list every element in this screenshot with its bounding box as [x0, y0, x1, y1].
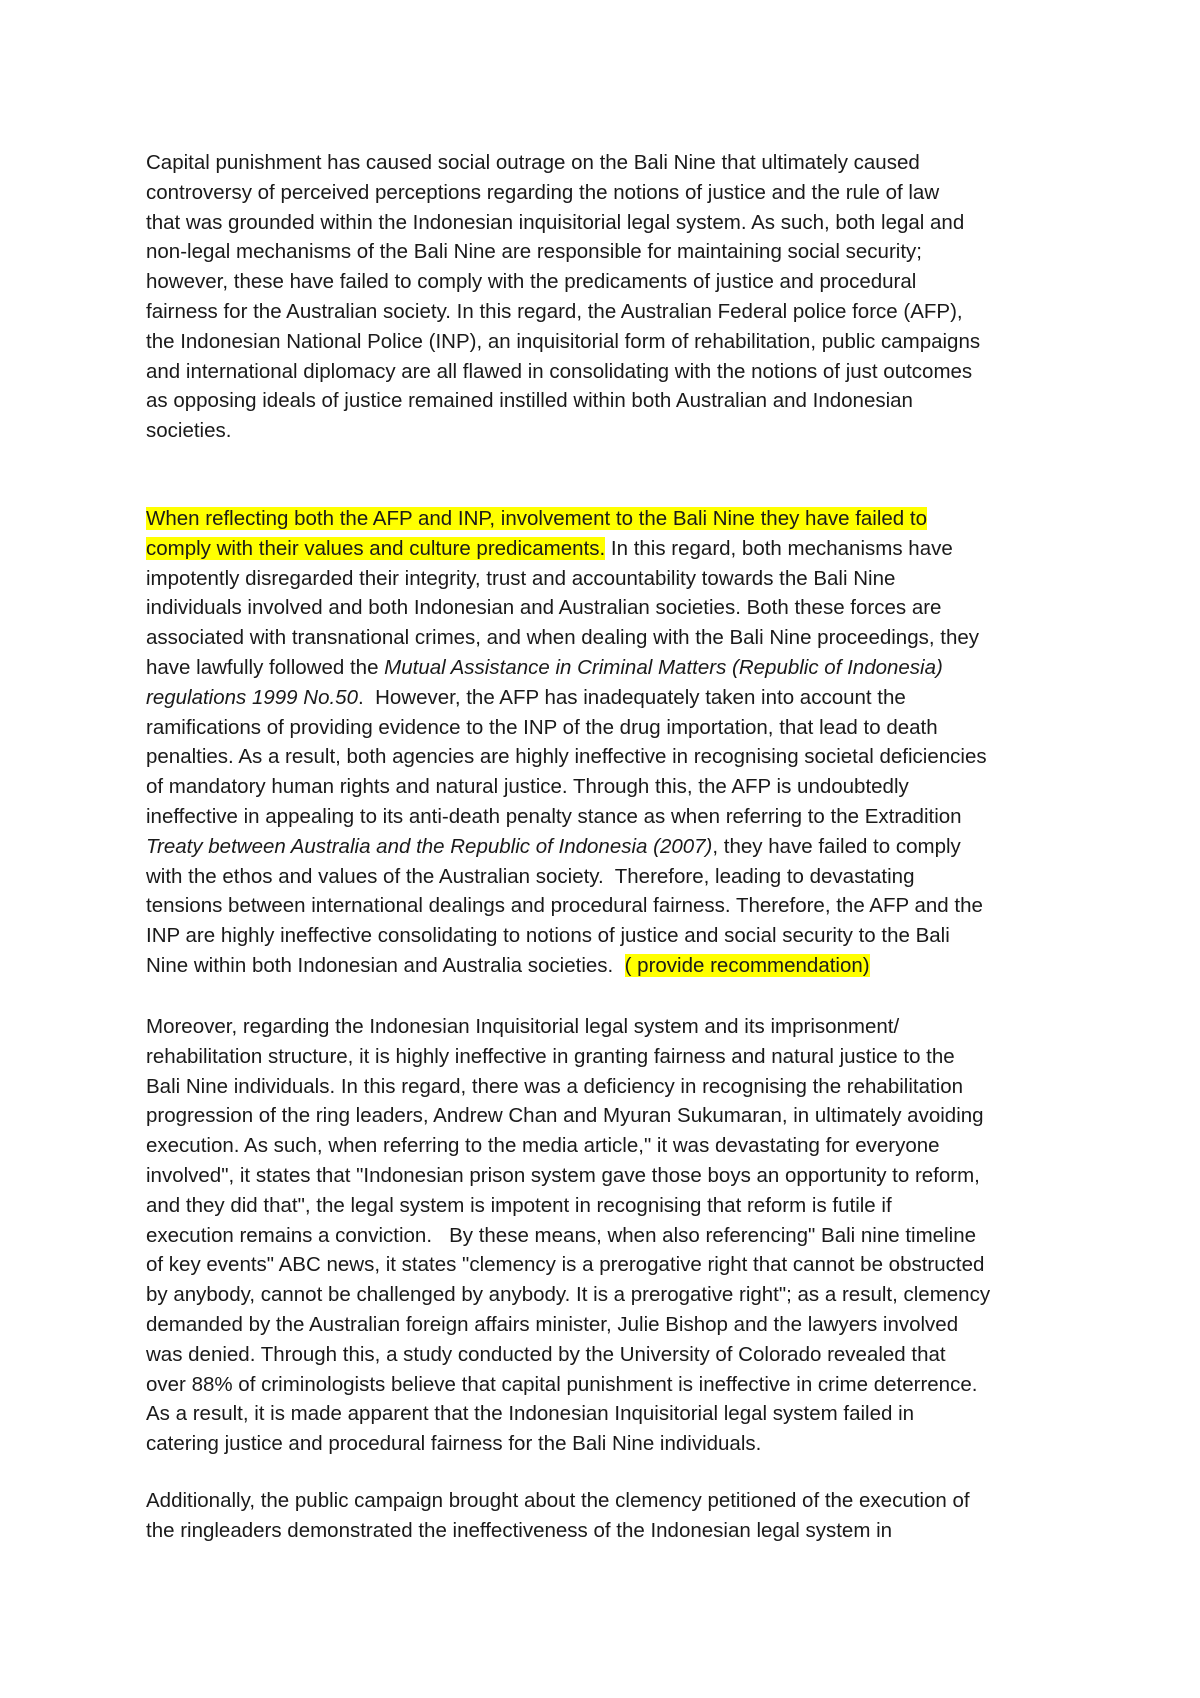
text-segment: . However, the AFP has inadequately taken into account the: [358, 685, 906, 709]
text-line: [146, 416, 1086, 446]
text-segment: ramifications of providing evidence to the INP of the drug importation, that lead to death: [146, 715, 938, 739]
text-segment: over 88% of criminologists believe that capital punishment is ineffective in crime deterrence.: [146, 1372, 978, 1396]
text-segment: impotently disregarded their integrity, trust and accountability towards the Bali Nine: [146, 566, 896, 590]
highlighted-text: When reflecting both the AFP and INP, involvement to the Bali Nine they have failed to: [146, 507, 927, 530]
text-segment: INP are highly ineffective consolidating to notions of justice and social security to the Bali: [146, 924, 950, 948]
text-line: [146, 1131, 1086, 1161]
italic-citation: Mutual Assistance in Criminal Matters (Republic of Indonesia): [384, 655, 943, 679]
text-line: [146, 1486, 1086, 1516]
text-line: [146, 713, 1086, 743]
text-segment: controversy of perceived perceptions regarding the notions of justice and the rule of law: [146, 180, 940, 204]
text-segment: In this regard, both mechanisms have: [605, 536, 953, 560]
text-segment: Additionally, the public campaign brought about the clemency petitioned of the execution of: [146, 1489, 970, 1512]
paragraph-inquisitorial-system: [146, 1012, 1086, 1459]
text-line: [146, 148, 1086, 178]
text-segment: and they did that", the legal system is impotent in recognising that reform is futile if: [146, 1193, 892, 1217]
text-line: [146, 1310, 1086, 1340]
text-line: [146, 1191, 1086, 1221]
text-segment: by anybody, cannot be challenged by anybody. It is a prerogative right"; as a result, clemency: [146, 1283, 991, 1307]
paragraph-introduction: [146, 148, 1086, 446]
text-segment: the Indonesian National Police (INP), an inquisitorial form of rehabilitation, public campaigns: [146, 329, 981, 353]
text-segment: , they have failed to comply: [712, 834, 961, 858]
text-line: [146, 564, 1086, 594]
text-segment: associated with transnational crimes, and when dealing with the Bali Nine proceedings, they: [146, 626, 980, 650]
text-segment: have lawfully followed the: [146, 655, 385, 679]
text-line: [146, 921, 1086, 951]
text-line: [146, 951, 1086, 981]
text-line: [146, 832, 1086, 862]
text-line: [146, 534, 1086, 564]
text-line: [146, 653, 1086, 683]
text-line: [146, 1101, 1086, 1131]
text-line: [146, 267, 1086, 297]
text-segment: and international diplomacy are all flawed in consolidating with the notions of just outcomes: [146, 359, 973, 383]
text-segment: Nine within both Indonesian and Australia societies.: [146, 953, 625, 977]
text-line: [146, 1340, 1086, 1370]
text-segment: societies.: [146, 419, 232, 443]
text-segment: rehabilitation structure, it is highly ineffective in granting fairness and natural justice to the: [146, 1044, 955, 1068]
text-line: [146, 683, 1086, 713]
text-line: [146, 208, 1086, 238]
text-line: [146, 178, 1086, 208]
text-line: [146, 327, 1086, 357]
text-segment: as opposing ideals of justice remained instilled within both Australian and Indonesian: [146, 389, 913, 413]
text-segment: execution remains a conviction. By these means, when also referencing" Bali nine timeline: [146, 1223, 976, 1247]
text-segment: fairness for the Australian society. In this regard, the Australian Federal police force (AFP),: [146, 299, 963, 323]
text-line: [146, 357, 1086, 387]
text-line: [146, 1250, 1086, 1280]
text-segment: of key events" ABC news, it states "clemency is a prerogative right that cannot be obstructed: [146, 1253, 985, 1277]
text-segment: individuals involved and both Indonesian and Australian societies. Both these forces are: [146, 596, 942, 620]
text-segment: was denied. Through this, a study conducted by the University of Colorado revealed that: [146, 1342, 946, 1366]
text-segment: tensions between international dealings and procedural fairness. Therefore, the AFP and the: [146, 894, 983, 918]
text-segment: demanded by the Australian foreign affairs minister, Julie Bishop and the lawyers involved: [146, 1312, 959, 1336]
text-line: [146, 1399, 1086, 1429]
text-line: [146, 772, 1086, 802]
text-line: [146, 891, 1086, 921]
paragraph-public-campaign: [146, 1486, 1086, 1546]
text-segment: progression of the ring leaders, Andrew Chan and Myuran Sukumaran, in ultimately avoiding: [146, 1104, 984, 1128]
text-segment: catering justice and procedural fairness for the Bali Nine individuals.: [146, 1432, 762, 1456]
text-line: [146, 1221, 1086, 1251]
text-line: [146, 1429, 1086, 1459]
text-line: [146, 504, 1086, 534]
highlighted-text: comply with their values and culture predicaments.: [146, 536, 606, 560]
text-segment: involved", it states that "Indonesian prison system gave those boys an opportunity to reform,: [146, 1163, 980, 1187]
text-segment: with the ethos and values of the Australian society. Therefore, leading to devastating: [146, 864, 915, 888]
text-line: [146, 742, 1086, 772]
text-segment: that was grounded within the Indonesian inquisitorial legal system. As such, both legal and: [146, 210, 965, 234]
text-segment: execution. As such, when referring to the media article," it was devastating for everyone: [146, 1134, 940, 1158]
text-line: [146, 1161, 1086, 1191]
text-line: [146, 1370, 1086, 1400]
italic-citation: Treaty between Australia and the Republic of Indonesia (2007): [146, 834, 713, 858]
text-line: [146, 1042, 1086, 1072]
text-line: [146, 1072, 1086, 1102]
text-line: [146, 862, 1086, 892]
text-line: [146, 297, 1086, 327]
text-line: [146, 386, 1086, 416]
text-line: [146, 237, 1086, 267]
text-line: [146, 593, 1086, 623]
text-segment: ineffective in appealing to its anti-death penalty stance as when referring to the Extradition: [146, 804, 962, 828]
text-line: [146, 802, 1086, 832]
text-line: [146, 1280, 1086, 1310]
text-line: [146, 1012, 1086, 1042]
text-segment: As a result, it is made apparent that the Indonesian Inquisitorial legal system failed in: [146, 1402, 915, 1426]
text-segment: Bali Nine individuals. In this regard, there was a deficiency in recognising the rehabilitation: [146, 1074, 964, 1098]
text-segment: however, these have failed to comply with the predicaments of justice and procedural: [146, 270, 917, 294]
text-segment: Capital punishment has caused social outrage on the Bali Nine that ultimately caused: [146, 151, 920, 174]
text-segment: non-legal mechanisms of the Bali Nine are responsible for maintaining social security;: [146, 240, 922, 264]
text-line: [146, 623, 1086, 653]
italic-citation: regulations 1999 No.50: [146, 685, 358, 709]
text-segment: penalties. As a result, both agencies are highly ineffective in recognising societal deficiencies: [146, 745, 987, 769]
highlighted-text: ( provide recommendation): [624, 953, 870, 977]
text-segment: Moreover, regarding the Indonesian Inquisitorial legal system and its imprisonment/: [146, 1015, 900, 1038]
paragraph-afp-inp: [146, 504, 1086, 981]
text-segment: of mandatory human rights and natural justice. Through this, the AFP is undoubtedly: [146, 775, 909, 799]
text-line: [146, 1516, 1086, 1546]
text-segment: the ringleaders demonstrated the ineffectiveness of the Indonesian legal system in: [146, 1518, 893, 1542]
